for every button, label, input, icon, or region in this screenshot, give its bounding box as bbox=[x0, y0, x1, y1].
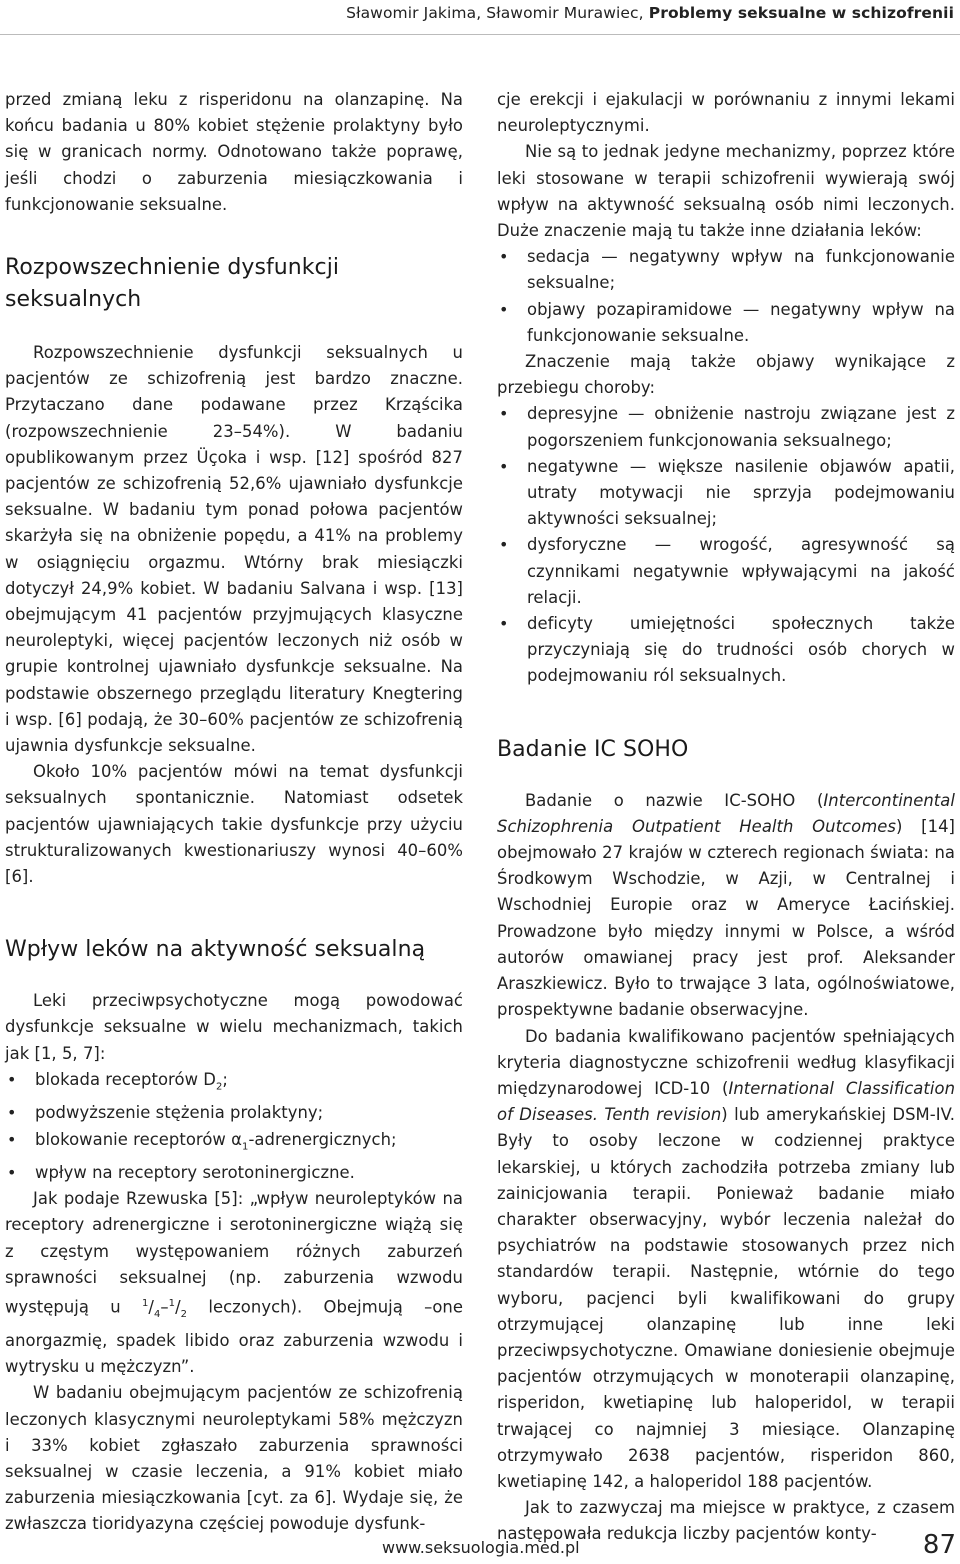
paragraph: Leki przeciwpsychotyczne mogą powodować dysfunkcje seksualne w wielu mechanizmach, takich jak [1, 5, 7]: bbox=[5, 991, 463, 1063]
list-item: • deficyty umiejętności społecznych także przyczyniają się do trudności osób chorych w podejmowaniu ról seksualnych. bbox=[497, 611, 955, 690]
paragraph: przed zmianą leku z risperidonu na olanzapinę. Na końcu badania u 80% kobiet stężenie prolaktyny było się w granicach normy. Odnotowano także poprawę, jeśli chodzi o zaburzenia miesiączkowania i funkcjonowanie seksualne. bbox=[5, 90, 463, 214]
section-heading-prevalence: Rozpowszechnienie dysfunkcji seksualnych bbox=[5, 255, 340, 313]
list-item: • blokada receptorów $D_2$; bbox=[5, 1067, 463, 1100]
paragraph: Badanie o nazwie IC-SOHO (Intercontinental Schizophrenia Outpatient Health Outcomes) [14] obejmowało 27 krajów w czterech regionach świata: na Środkowym Wschodzie, w Azji, w Centralnej i Wschodniej Europie oraz w Ameryce Łacińskiej. Prowadzone było między innymi w Polsce, a wśród autorów omawianej pracy jest prof. Aleksander Araszkiewicz. Było to trwające 3 lata, ogólnoświatowe, prospektywne badanie obserwacyjne. bbox=[497, 790, 955, 1020]
list-item: • depresyjne — obniżenie nastroju związane jest z pogorszeniem funkcjonowania seksualnego; bbox=[497, 401, 955, 453]
section-heading-ic-soho: Badanie IC SOHO bbox=[497, 736, 689, 762]
paragraph: Jak podaje Rzewuska [5]: „wpływ neuroleptyków na receptory adrenergiczne i serotoninergiczne wiążą się z częstym występowaniem różnych zaburzeń sprawności seksualnej (np. zaburzenia wzwodu występują u $^1/_4-^1/_2$ leczonych). Obejmują –one anorgazmię, spadek libido oraz zaburzenia wzwodu i wytrysku u mężczyzn”. bbox=[5, 1189, 464, 1377]
paragraph: Rozpowszechnienie dysfunkcji seksualnych u pacjentów ze schizofrenią jest bardzo znaczne. Przytaczano dane podawane przez Krząścika (rozpowszechnienie 23–54%). W badaniu opublikowanym przez Üçoka i wsp. [12] spośród 827 pacjentów ze schizofrenią 52,6% ujawniało dysfunkcje seksualne. W badaniu tym ponad połowa pacjentów skarżyła się na obniżenie popędu, a 41% na problemy w osiągnięciu orgazmu. Wtórny brak miesiączki dotyczył 24,9% kobiet. W badaniu Salvana i wsp. [13] obejmującym 41 pacjentów przyjmujących klasyczne neuroleptyki, więcej pacjentów leczonych niż osób w grupie kontrolnej ujawniało dysfunkcje seksualne. Na podstawie obszernego przeglądu literatury Knegtering i wsp. [6] podają, że 30–60% pacjentów ze schizofrenią ujawnia dysfunkcje seksualne. bbox=[5, 343, 463, 756]
list-item: • wpływ na receptory serotoninergiczne. bbox=[5, 1160, 463, 1186]
section-heading-drug-influence: Wpływ leków na aktywność seksualną bbox=[5, 937, 426, 963]
paragraph: cje erekcji i ejakulacji w porównaniu z innymi lekami neuroleptycznymi. bbox=[497, 90, 955, 136]
mechanism-list bbox=[5, 1067, 463, 1186]
journal-url: www.seksuologia.med.pl bbox=[382, 1538, 580, 1557]
header-article-title: Problemy seksualne w schizofrenii bbox=[648, 4, 954, 22]
list-item: • podwyższenie stężenia prolaktyny; bbox=[5, 1100, 463, 1126]
paragraph: Nie są to jednak jedyne mechanizmy, poprzez które leki stosowane w terapii schizofrenii wywierają swój wpływ na aktywność seksualną osób nimi leczonych. Duże znaczenie mają tu także inne działania leków: bbox=[497, 142, 955, 241]
drug-effects-list bbox=[497, 244, 955, 349]
list-item: • dysforyczne — wrogość, agresywność są czynnikami negatywnie wpływającymi na jakość relacji. bbox=[497, 532, 955, 611]
list-item: • negatywne — większe nasilenie objawów apatii, utraty motywacji nie sprzyja podejmowaniu aktywności seksualnej; bbox=[497, 454, 955, 533]
left-column bbox=[5, 87, 463, 1538]
paragraph: Jak to zazwyczaj ma miejsce w praktyce, z czasem następowała redukcja liczby pacjentów konty- bbox=[497, 1498, 955, 1544]
list-item: • objawy pozapiramidowe — negatywny wpływ na funkcjonowanie seksualne. bbox=[497, 297, 955, 349]
paragraph: W badaniu obejmującym pacjentów ze schizofrenią leczonych klasycznymi neuroleptykami 58% mężczyzn i 33% kobiet zgłaszało zaburzenia sprawności seksualnej w czasie leczenia, a 91% kobiet miało zaburzenia miesiączkowania [cyt. za 6]. Wydaje się, że zwłaszcza tioridyazyna częściej powoduje dysfunk- bbox=[5, 1383, 463, 1534]
header-authors: Sławomir Jakima, Sławomir Murawiec, bbox=[346, 4, 644, 22]
header-divider bbox=[0, 34, 960, 35]
paragraph: Około 10% pacjentów mówi na temat dysfunkcji seksualnych spontanicznie. Natomiast odsetek pacjentów ujawniających takie dysfunkcje przy użyciu strukturalizowanych kwestionariuszy wynosi 40–60% [6]. bbox=[5, 762, 463, 887]
right-column bbox=[497, 87, 955, 1548]
page-number: 87 bbox=[922, 1530, 956, 1560]
paragraph: Znaczenie mają także objawy wynikające z przebiegu choroby: bbox=[497, 352, 955, 398]
symptoms-list bbox=[497, 401, 955, 689]
running-header bbox=[346, 4, 954, 22]
paragraph: Do badania kwalifikowano pacjentów spełniających kryteria diagnostyczne schizofrenii według klasyfikacji międzynarodowej ICD-10 (International Classification of Diseases. Tenth revision) lub amerykańskiej DSM-IV. Były to osoby leczone w codziennej praktyce lekarskiej, u których zachodziła potrzeba zmiany lub zainicjowania terapii. Ponieważ badanie miało charakter obserwacyjny, wybór leczenia należał do psychiatrów na podstawie stosowanych przez nich standardów terapii. Następnie, wtórnie do tego wyboru, pacjenci byli kwalifikowani do grupy otrzymującej olanzapinę lub inne leki przeciwpsychotyczne. Omawiane doniesienie obejmuje pacjentów otrzymujących w monoterapii olanzapinę, risperidon, kwetiapinę lub haloperidol, w terapii trwającej co najmniej 3 miesiące. Olanzapinę otrzymywało 2638 pacjentów, risperidon 860, kwetiapinę 142, a haloperidol 188 pacjentów. bbox=[497, 1026, 956, 1491]
list-item: • sedacja — negatywny wpływ na funkcjonowanie seksualne; bbox=[497, 244, 955, 296]
list-item: • blokowanie receptorów $\alpha_1$-adrenergicznych; bbox=[5, 1127, 463, 1160]
